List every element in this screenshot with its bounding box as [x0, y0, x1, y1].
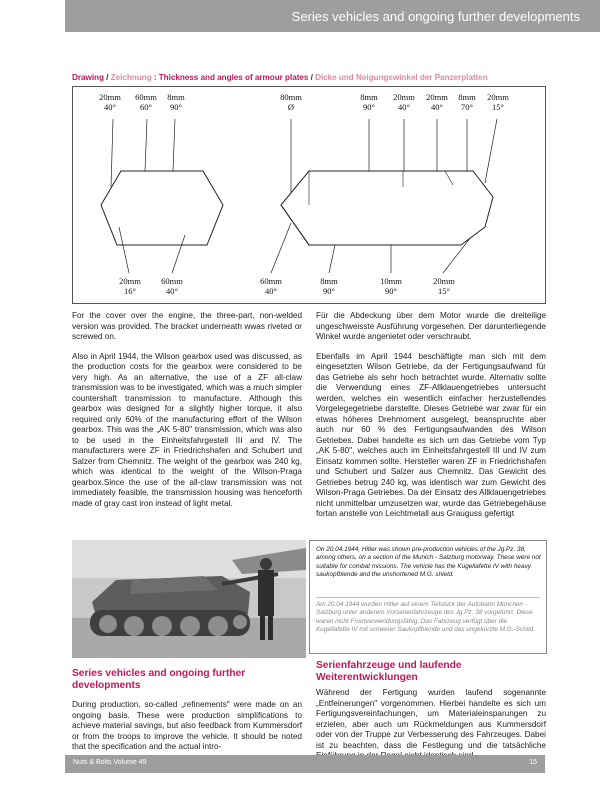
caption-divider	[316, 597, 540, 598]
page-number: 15	[529, 759, 537, 766]
side-view-hull	[281, 171, 493, 245]
top-dim-2: 60mm 60°	[135, 92, 157, 112]
paragraph: Für die Abdeckung über dem Motor wurde die dreiteilige ungeschweisste Ausführung vorgesehen. Der darunterliegende Winkel wurde angenietet oder verschraubt.	[316, 311, 546, 341]
photo-caption-en: On 20.04.1944, Hitler was shown pre-production vehicles of the Jg.Pz. 38, among others, on a section of the Munich - Salzburg motorway. These were not suitable for combat missions. The vehicle has the Kugellafette IV with heavy saukopfblende and the unshortened M.G. shield.	[316, 546, 541, 579]
caption-drawing-en: Drawing	[72, 73, 104, 82]
section-heading-de: Serienfahrzeuge und laufende Weiterentwicklungen	[316, 660, 462, 683]
photo-caption	[309, 540, 547, 654]
top-dim-7: 20mm 40°	[426, 92, 448, 112]
side-view-lower-edge	[281, 205, 309, 245]
bottom-dim-1: 20mm 16°	[119, 276, 141, 296]
top-dim-9: 20mm 15°	[487, 92, 509, 112]
bottom-dim-3: 60mm 40°	[260, 276, 282, 296]
top-dim-8: 8mm 70°	[458, 92, 476, 112]
paragraph: Also in April 1944, the Wilson gearbox used was discussed, as the production costs for the gearbox were considered to be very high. As an alternative, the use of a ZF all-claw transmission was to be investigated, which was a much simpler countershaft transmission to manufacture. Although this gearbox was designed for a slightly higher torque, it also required only 60% of the manufacturing effort of the Wilson gearbox. This was the „AK 5-80" transmission, which was also to be used in the Einheitsfahrgestell III and IV. The manufacturers were ZF in Friedrichshafen and Schubert und Salzer from Chemnitz. The weight of the gearbox was 240 kg, which was identical to the weight of the Wilson-Praga gearbox.Since the use of the all-claw transmission was not immediately feasible, the transmission housing was henceforth made of gray cast iron instead of light metal.	[72, 351, 302, 508]
tank-photo	[72, 540, 306, 658]
left-column-text	[72, 311, 302, 518]
bottom-leader-lines	[119, 223, 471, 273]
bottom-dim-5: 10mm 90°	[380, 276, 402, 296]
front-view-hull	[101, 171, 223, 245]
section-text-de: Während der Fertigung wurden laufend sogenannte „Entfeinerungen" vorgenommen. Hierbei handelte es sich um Fertigungsvereinfachungen, um Materialeinsparungen zu erzielen, aber auch um Rückmeldungen aus Kummersdorf oder von der Truppe zur Verbesserung des Fahrzeuges. Dabei ist zu beachten, dass die Festlegung und die tatsächliche	[316, 688, 546, 750]
page-header-title: Series vehicles and ongoing further developments	[291, 9, 580, 24]
caption-title-en: : Thickness and angles of armour plates	[151, 73, 309, 82]
paragraph: For the cover over the engine, the three-part, non-welded version was provided. The bracket underneath wwas riveted or screwed on.	[72, 311, 302, 341]
caption-drawing-de: Zeichnung	[110, 73, 152, 82]
section-text-en: During production, so-called „refinements" were made on an ongoing basis. These were production simplifications to achieve material savings, but also feedback from Kummersdorf or from the troops to improve the vehicle. It should be noted that the specification and the actual intro-	[72, 700, 302, 751]
top-dim-5: 8mm 90°	[360, 92, 378, 112]
bottom-dim-6: 20mm 15°	[433, 276, 455, 296]
tank-photo-illustration	[72, 540, 306, 658]
bottom-dim-4: 8mm 90°	[320, 276, 338, 296]
footer-band	[65, 755, 545, 773]
caption-sep: /	[308, 73, 316, 82]
paragraph: Ebenfalls im April 1944 beschäftigte man sich mit dem eingesetzten Wilson Getriebe, da der Fertigungsaufwand für das Getriebe als sehr hoch betrachtet wurde. Alternativ sollte die Verwendung eines ZF-Allklauengetriebes untersucht werden, welches ein wesentlich einfacher herzustellendes Vorgelegegetriebe darstellte. Dieses Getriebe war zwar für ein etwas höheres Drehmoment ausgelegt, beanspruchte aber auch nur 60 % des Fertigungsaufwandes des Wilson Getriebes. Dabei handelte es sich um das Getriebe vom Typ „AK 5-80", welches auch im Einheitsfahrgestell III und IV zum Einsatz kommen sollte. Hersteller waren ZF in Friedrichshafen und Schubert und Salzer aus Chemnitz. Das Gewicht des Getriebes betrug 240 kg, was identisch war zum Gewicht des Wilson-Praga Getriebes. Da der Einsatz des Allklauengetriebes nicht unmittelbar umzusetzen war, wurde das Getriebegehäuse fortan anstelle von Leichtmetall aus Grauguss gefertigt	[316, 351, 546, 518]
header-band	[65, 0, 600, 32]
footer-publication: Nuts & Bolts Volume 49	[73, 759, 147, 766]
armour-diagram	[73, 87, 545, 303]
side-view-line	[445, 171, 453, 185]
caption-title-de: Dicke und Neigungswinkel der Panzerplatten	[315, 73, 488, 82]
bottom-dim-2: 60mm 40°	[161, 276, 183, 296]
top-dim-3: 8mm 90°	[167, 92, 185, 112]
top-dim-1: 20mm 40°	[99, 92, 121, 112]
drawing-caption	[72, 73, 592, 82]
armour-drawing	[72, 86, 546, 304]
top-leader-lines	[111, 119, 497, 193]
right-column-text	[316, 311, 546, 529]
section-heading-en: Series vehicles and ongoing further developments	[72, 668, 246, 691]
top-dim-6: 20mm 40°	[393, 92, 415, 112]
caption-sep: /	[103, 73, 111, 82]
photo-caption-de: Am 20.04.1944 wurden Hitler auf einem Teilstück der Autobahn München - Salzburg unter anderem Vorserienfahrzeuge des Jg.Pz. 38 vorgeführt. Diese waren nicht Frontverwendungsfähig. Das Fahrzeug verfügt über die Kugellafette IV mit schwerer Saukopfblende und das ungekürzte M.G.-Schild.	[316, 601, 535, 634]
top-dim-4: 80mm Ø	[280, 92, 302, 112]
